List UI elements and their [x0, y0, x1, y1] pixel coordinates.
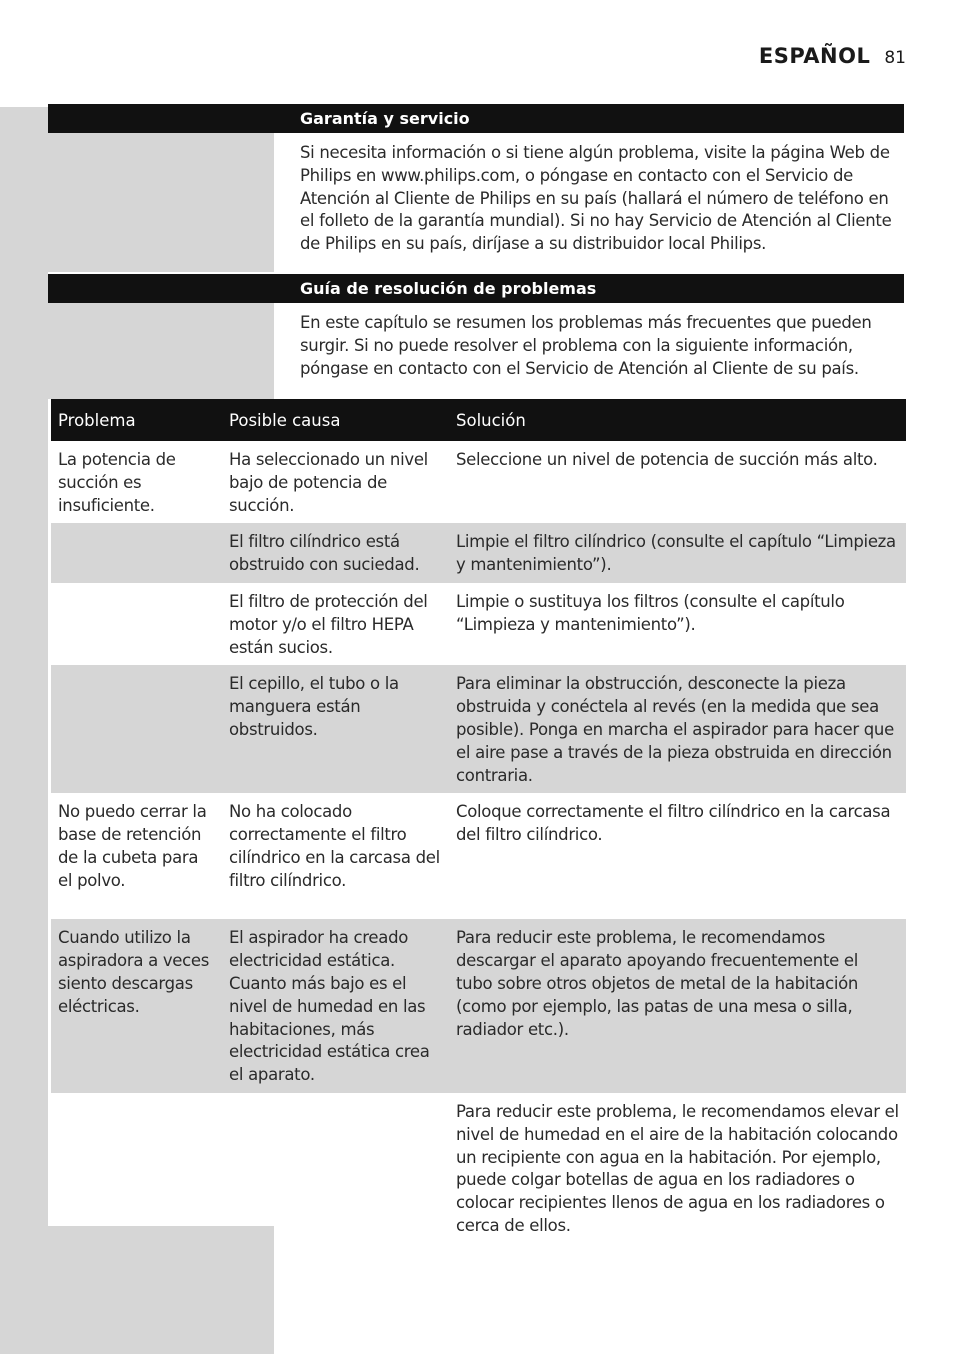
table-row: [51, 793, 906, 919]
cause-cell: El filtro de protección del motor y/o el filtro HEPA están sucios.: [229, 591, 428, 657]
table-row: [51, 665, 906, 793]
section-body: En este capítulo se resumen los problemas más frecuentes que pueden surgir. Si no puede resolver el problema con la siguiente información, póngase en contacto con el Servicio de Atención al Cliente de su país.: [300, 313, 872, 378]
section-margin-block: [48, 133, 274, 272]
column-header-problem: Problema: [51, 399, 222, 441]
solution-cell: Limpie o sustituya los filtros (consulte el capítulo “Limpieza y mantenimiento”).: [456, 591, 845, 634]
cause-cell: El filtro cilíndrico está obstruido con suciedad.: [222, 523, 449, 583]
page-number: 81: [884, 48, 906, 68]
problem-cell: [51, 523, 222, 583]
table-row: [51, 1093, 906, 1244]
cause-cell: [222, 1093, 449, 1244]
problem-cell: [51, 665, 222, 793]
section-title: Garantía y servicio: [300, 109, 470, 128]
section-body: Si necesita información o si tiene algún problema, visite la página Web de Philips en www.philips.com, o póngase en contacto con el Servicio de Atención al Cliente de Philips en su país (hallará el número de teléfono en el folleto de la garantía mundial). Si no hay Servicio de Atención al Cliente de Philips en su país, diríjase a su distribuidor local Philips.: [300, 143, 892, 254]
section-margin-block: [48, 303, 274, 399]
problem-cell: Cuando utilizo la aspiradora a veces siento descargas eléctricas.: [51, 919, 222, 1093]
solution-cell: Para reducir este problema, le recomendamos elevar el nivel de humedad en el aire de la habitación colocando un recipiente con agua en la habitación. Por ejemplo, puede colgar botellas de agua en los radiadores o colocar recipientes llenos de agua en los radiadores o cerca de ellos.: [456, 1101, 899, 1235]
left-margin-strip: [0, 107, 48, 1354]
section-heading-bar: [48, 104, 904, 133]
cause-cell: Ha seleccionado un nivel bajo de potencia de succión.: [229, 450, 428, 515]
problem-cell: La potencia de succión es insuficiente.: [58, 450, 176, 515]
table-row: [51, 583, 906, 665]
problem-cell: [51, 1093, 222, 1244]
solution-cell: Para reducir este problema, le recomendamos descargar el aparato apoyando frecuentemente el tubo sobre otros objetos de metal de la habitación (como por ejemplo, las patas de una mesa o silla, radiador etc.).: [449, 919, 906, 1093]
solution-cell: Seleccione un nivel de potencia de succión más alto.: [456, 450, 878, 469]
cause-cell: El cepillo, el tubo o la manguera están obstruidos.: [222, 665, 449, 793]
table-row: [51, 441, 906, 523]
table-row: [51, 523, 906, 583]
cause-cell: El aspirador ha creado electricidad estática. Cuanto más bajo es el nivel de humedad en las habitaciones, más electricidad estática crea el aparato.: [222, 919, 449, 1093]
bottom-left-margin-block: [48, 1226, 274, 1354]
solution-cell: Para eliminar la obstrucción, desconecte la pieza obstruida y conéctela al revés (en la medida que sea posible). Ponga en marcha el aspirador para hacer que el aire pase a través de la pieza obstruida en dirección contraria.: [449, 665, 906, 793]
problem-cell: No puedo cerrar la base de retención de la cubeta para el polvo.: [58, 802, 207, 890]
solution-cell: Coloque correctamente el filtro cilíndrico en la carcasa del filtro cilíndrico.: [456, 802, 891, 845]
language-label: ESPAÑOL: [758, 44, 871, 68]
problem-cell: [51, 583, 222, 665]
column-header-cause: Posible causa: [222, 399, 449, 441]
section-heading-bar: [48, 274, 904, 303]
table-header-row: [51, 399, 906, 441]
table-row: [51, 919, 906, 1093]
page-header: [759, 44, 906, 68]
section-title: Guía de resolución de problemas: [300, 279, 597, 298]
solution-cell: Limpie el filtro cilíndrico (consulte el capítulo “Limpieza y mantenimiento”).: [449, 523, 906, 583]
column-header-solution: Solución: [449, 399, 906, 441]
troubleshooting-table: [51, 399, 906, 1244]
cause-cell: No ha colocado correctamente el filtro cilíndrico en la carcasa del filtro cilíndrico.: [229, 802, 440, 890]
